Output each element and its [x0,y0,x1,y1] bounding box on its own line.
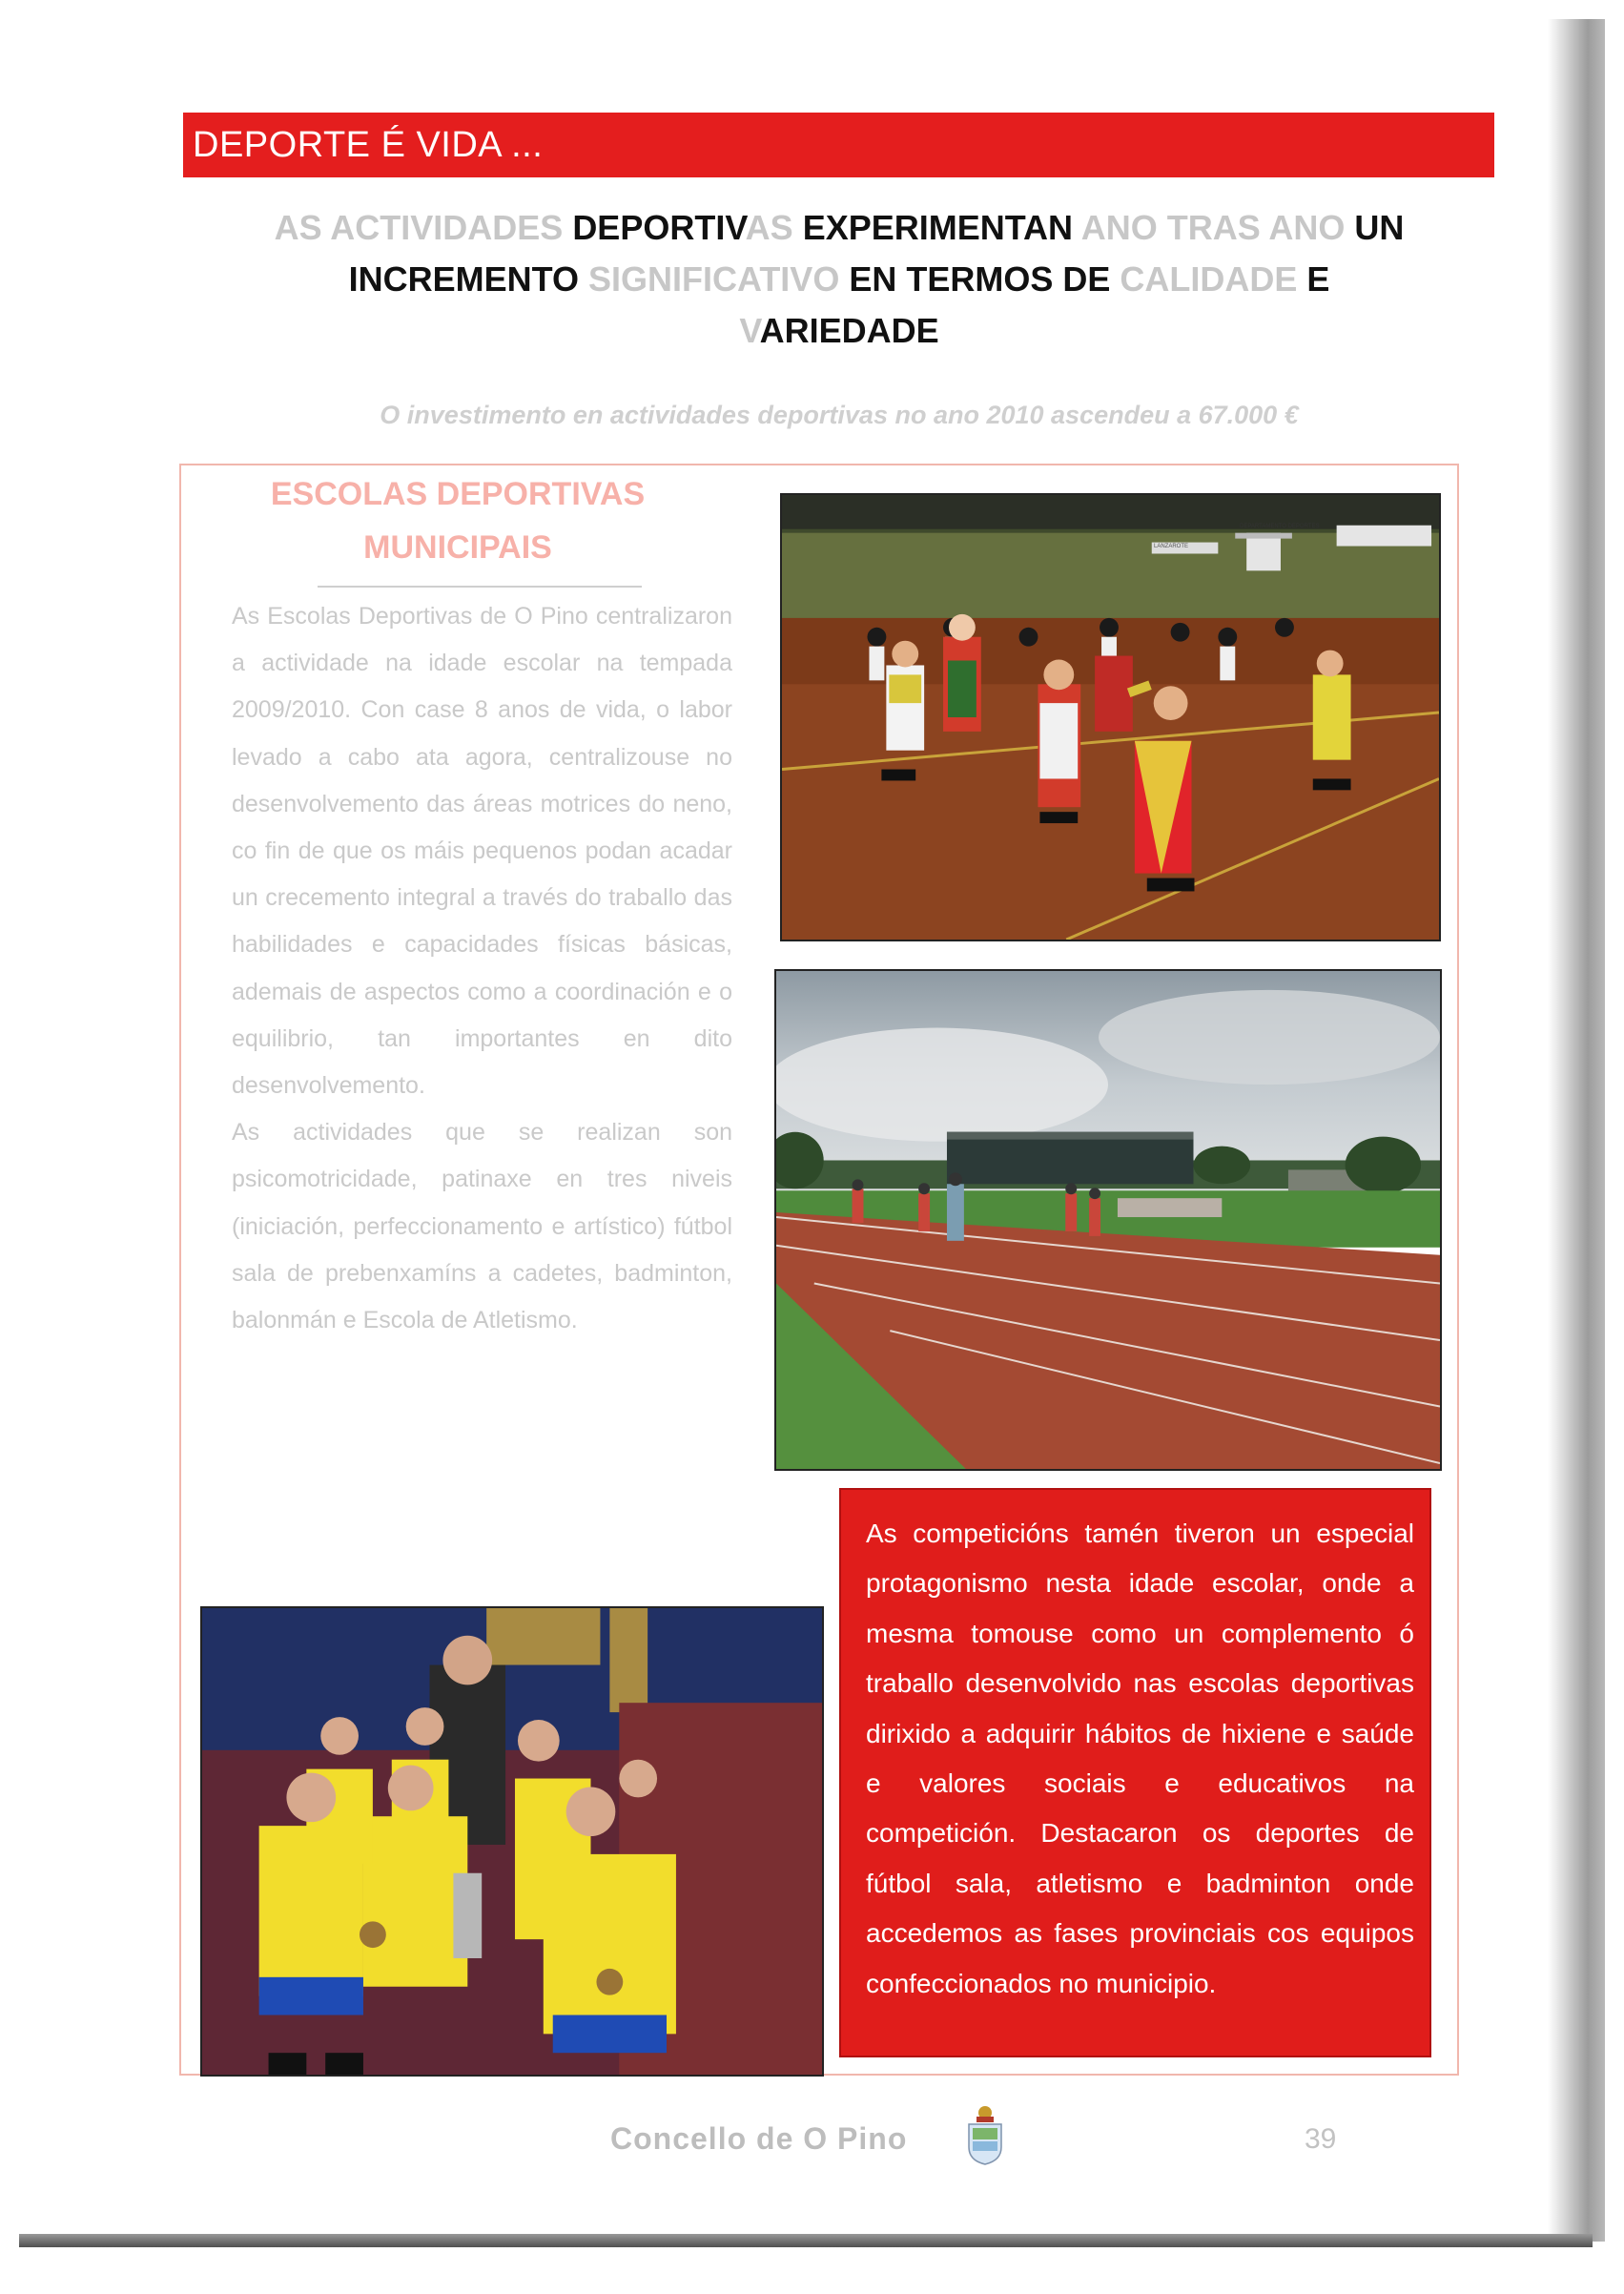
headline-segment: E [1306,259,1330,299]
body-paragraph-1: As Escolas Deportivas de O Pino centralizaron a actividade na idade escolar na tempada 2009/2010. Con case 8 anos de vida, o labor levado a cabo ata agora, centralizouse no desenvolvemento das áreas motrices do neno, co fin de que os máis pequenos podan acadar un crecemento integral a través do traballo das habilidades e capacidades físicas básicas, ademais de aspectos como a coordinación e o equilibrio, tan importantes en dito desenvolvemento. [232,603,732,1100]
municipal-crest-icon [965,2103,1005,2166]
section-title [219,467,696,574]
section-title-line-2: MUNICIPAIS [363,529,552,566]
headline-line-1 [205,202,1473,254]
section-banner: DEPORTE É VIDA ... [183,113,1494,177]
headline-segment: AS [745,208,803,247]
investment-subheading: O investimento en actividades deportivas no ano 2010 ascendeu a 67.000 € [380,401,1299,429]
headline-segment: V [739,311,760,350]
body-paragraph-2: As actividades que se realizan son psicomotricidade, patinaxe en tres niveis (iniciación, perfeccionamento e artístico) fútbol sala de prebenxamíns a cadetes, badminton, balonmán e Escola de Atletismo. [232,1119,732,1334]
headline [205,202,1473,357]
headline-segment: ANO TRAS ANO [1080,208,1355,247]
headline-segment: EXPERIMENTAN [802,208,1081,247]
skating-photo-sign: DEPARTAMENTO DEPORTES [1240,524,1320,529]
competitions-highlight-box: As competicións tamén tiveron un especial protagonismo nesta idade escolar, onde a mesma tomouse como un complemento ó traballo desenvolvido nas escolas deportivas dirixido a adquirir hábitos de hixiene e saúde e valores sociais e educativos na competición. Destacaron os deportes de fútbol sala, atletismo e badminton onde accedemos as fases provinciais cos equipos confeccionados no municipio. [839,1488,1431,2057]
page-edge-shadow [1548,19,1605,2242]
page-bottom-rule [19,2234,1593,2247]
footer-label: Concello de O Pino [610,2121,908,2156]
section-title-line-1: ESCOLAS DEPORTIVAS [270,476,646,512]
headline-segment: ARIEDADE [759,311,939,350]
headline-segment: DEPORTIV [572,208,746,247]
athletics-photo [774,969,1442,1471]
headline-segment: EN TERMOS DE [849,259,1120,299]
skating-photo [780,493,1441,941]
page-number: 39 [1305,2123,1337,2155]
headline-segment: INCREMENTO [348,259,588,299]
skating-photo-sign-2: LANZAROTE [1154,544,1189,549]
headline-segment: CALIDADE [1120,259,1307,299]
section-title-rule [318,586,642,588]
headline-line-3 [205,305,1473,357]
headline-segment: UN [1354,208,1405,247]
headline-line-2 [205,254,1473,305]
headline-segment: SIGNIFICATIVO [587,259,850,299]
headline-segment: AS ACTIVIDADES [274,208,573,247]
football-team-photo [200,1606,824,2077]
section-body [232,593,732,1344]
